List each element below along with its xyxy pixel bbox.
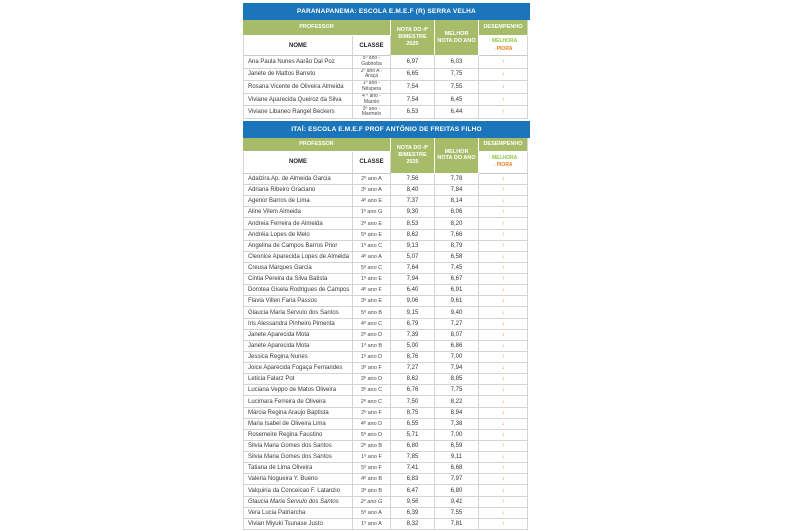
row-nota: 6,80 (391, 441, 435, 452)
row-nota: 6,53 (391, 106, 435, 119)
down-arrow-icon: ↓ (501, 487, 505, 494)
up-arrow-icon: ↑ (501, 187, 505, 194)
row-nome: Iris Alessandra Pinheiro Pimenta (243, 319, 353, 330)
row-classe: 4º ano F (353, 285, 391, 296)
row-nota: 8,40 (391, 185, 435, 196)
row-classe: 4 º ano - Marolo (353, 94, 391, 107)
row-trend (479, 519, 528, 530)
row-nome: Creusa Marques Garcia (243, 263, 353, 274)
melhora-legend (489, 38, 518, 46)
row-melhor: 7,55 (435, 508, 479, 519)
row-nota: 7,39 (391, 330, 435, 341)
table-row (243, 452, 530, 463)
piora-legend (493, 162, 512, 170)
up-arrow-icon: ↑ (501, 220, 505, 227)
row-melhor: 8,07 (435, 330, 479, 341)
row-trend (479, 319, 528, 330)
row-melhor: 6,59 (435, 441, 479, 452)
table-row (243, 396, 530, 407)
row-trend (479, 430, 528, 441)
table-header (243, 138, 530, 174)
row-melhor: 7,66 (435, 230, 479, 241)
row-trend (479, 56, 528, 69)
table-row (243, 285, 530, 296)
row-trend (479, 185, 528, 196)
table-row (243, 106, 530, 119)
up-arrow-icon: ↑ (501, 498, 505, 505)
row-nota: 6,40 (391, 285, 435, 296)
row-melhor: 9,41 (435, 497, 479, 508)
row-nome: Silvia Maria Gomes dos Santos (243, 452, 353, 463)
row-melhor: 7,45 (435, 263, 479, 274)
row-classe: 1º ano B (353, 341, 391, 352)
row-nota: 7,56 (391, 174, 435, 185)
row-trend (479, 363, 528, 374)
row-nome: Jessica Regina Nunes (243, 352, 353, 363)
up-arrow-icon: ↑ (501, 96, 505, 103)
row-nome: Luciana Veppo de Matos Oliveira (243, 385, 353, 396)
table-header (243, 20, 530, 56)
row-classe: 1º ano C (353, 241, 391, 252)
row-nota: 7,94 (391, 274, 435, 285)
row-classe: 3º ano C (353, 385, 391, 396)
row-nota: 7,64 (391, 263, 435, 274)
down-arrow-icon: ↓ (501, 398, 505, 405)
down-arrow-icon: ↓ (501, 387, 505, 394)
row-nota: 9,56 (391, 497, 435, 508)
row-nota: 8,76 (391, 352, 435, 363)
row-nota: 7,54 (391, 81, 435, 94)
row-nota: 7,50 (391, 396, 435, 407)
row-classe: 3º ano - Marmelo (353, 106, 391, 119)
table-row (243, 185, 530, 196)
row-nota: 8,62 (391, 230, 435, 241)
row-classe: 1º ano G (353, 207, 391, 218)
row-trend (479, 441, 528, 452)
row-nota: 6,47 (391, 485, 435, 496)
table-row (243, 263, 530, 274)
row-nome: Agenor Barros de Lima (243, 196, 353, 207)
table-row (243, 341, 530, 352)
table-row (243, 56, 530, 69)
row-trend (479, 408, 528, 419)
row-nota: 7,41 (391, 463, 435, 474)
table-row (243, 385, 530, 396)
row-classe: 4º ano D (353, 419, 391, 430)
row-classe: 5º ano E (353, 230, 391, 241)
row-nome: Valquiria da Conceicao F. Latanzio (243, 485, 353, 496)
down-arrow-icon: ↓ (501, 331, 505, 338)
table-row (243, 474, 530, 485)
down-arrow-icon: ↓ (501, 287, 505, 294)
table-row (243, 274, 530, 285)
school-tables (243, 3, 530, 531)
down-arrow-icon: ↓ (501, 253, 505, 260)
row-nome: Joice Aparecida Fogaça Fernandes (243, 363, 353, 374)
down-arrow-icon: ↓ (501, 409, 505, 416)
row-trend (479, 106, 528, 119)
row-classe: 2º ano C (353, 396, 391, 407)
row-nota: 8,53 (391, 218, 435, 229)
table-row (243, 174, 530, 185)
table-paranapanema (243, 3, 530, 119)
down-arrow-icon: ↓ (493, 45, 496, 51)
table-row (243, 408, 530, 419)
row-classe: 4º ano A (353, 252, 391, 263)
up-arrow-icon: ↑ (501, 276, 505, 283)
row-nome: Flavia Villen Faria Passos (243, 296, 353, 307)
row-melhor: 9,40 (435, 307, 479, 318)
row-melhor: 7,27 (435, 319, 479, 330)
table-title-itai: ITAÍ: ESCOLA E.M.E.F PROF ANTÔNIO DE FREITAS FILHO (243, 121, 530, 138)
row-nota: 8,62 (391, 374, 435, 385)
table-body (243, 174, 530, 530)
row-nome: Valeria Nogueira Y. Bueno (243, 474, 353, 485)
table-row (243, 69, 530, 82)
row-melhor: 7,84 (435, 185, 479, 196)
row-nome: Andréia Lopes de Melo (243, 230, 353, 241)
table-row (243, 207, 530, 218)
up-arrow-icon: ↑ (501, 443, 505, 450)
table-row (243, 441, 530, 452)
row-nome: Leticia Falarz Pot (243, 374, 353, 385)
row-nota: 9,15 (391, 307, 435, 318)
col-header-classe: CLASSE (353, 36, 391, 56)
row-nome: Vivian Miyuki Tsunase Justo (243, 519, 353, 530)
row-trend (479, 263, 528, 274)
row-nome: Cleonice Aparecida Lopes de Almeida (243, 252, 353, 263)
up-arrow-icon: ↑ (501, 354, 505, 361)
row-nota: 6,39 (391, 508, 435, 519)
row-nome: Silvia Maria Gomes dos Santos (243, 441, 353, 452)
up-arrow-icon: ↑ (501, 109, 505, 116)
row-melhor: 9,11 (435, 452, 479, 463)
row-melhor: 8,14 (435, 196, 479, 207)
row-nota: 8,75 (391, 408, 435, 419)
row-trend (479, 452, 528, 463)
table-row (243, 230, 530, 241)
table-row (243, 330, 530, 341)
row-classe: 5º ano C (353, 263, 391, 274)
row-trend (479, 463, 528, 474)
row-trend (479, 508, 528, 519)
row-classe: 3º ano D (353, 374, 391, 385)
row-trend (479, 174, 528, 185)
down-arrow-icon: ↓ (501, 509, 505, 516)
row-trend (479, 94, 528, 107)
row-classe: 4º ano E (353, 196, 391, 207)
down-arrow-icon: ↓ (501, 320, 505, 327)
row-melhor: 7,38 (435, 419, 479, 430)
row-nota: 7,37 (391, 196, 435, 207)
table-row (243, 508, 530, 519)
row-nome: Glaucia Maria Servulo dos Santos (243, 497, 353, 508)
row-melhor: 8,22 (435, 396, 479, 407)
col-header-classe: CLASSE (353, 152, 391, 174)
row-nome: Tatiana de Lima Oliveira (243, 463, 353, 474)
table-row (243, 241, 530, 252)
row-classe: 2º ano G (353, 497, 391, 508)
row-nota: 9,06 (391, 296, 435, 307)
up-arrow-icon: ↑ (501, 242, 505, 249)
row-melhor: 6,68 (435, 463, 479, 474)
row-nota: 6,76 (391, 385, 435, 396)
row-nota: 9,30 (391, 207, 435, 218)
row-melhor: 6,86 (435, 341, 479, 352)
melhora-legend (489, 155, 518, 163)
down-arrow-icon: ↓ (501, 176, 505, 183)
piora-label: PIORA (496, 45, 513, 52)
row-classe: 2º ano D (353, 330, 391, 341)
row-trend (479, 69, 528, 82)
piora-legend (493, 46, 512, 54)
row-melhor: 8,20 (435, 218, 479, 229)
table-row (243, 307, 530, 318)
table-row (243, 296, 530, 307)
row-nome: Rosana Vicente de Oliveira Almeida (243, 81, 353, 94)
row-nome: Janete de Mattos Barreto (243, 69, 353, 82)
row-melhor: 7,75 (435, 69, 479, 82)
col-header-melhor-nota: MELHOR NOTA DO ANO (435, 20, 479, 56)
table-body (243, 56, 530, 119)
row-nome: Rosemeire Regina Faustino (243, 430, 353, 441)
down-arrow-icon: ↓ (501, 83, 505, 90)
row-classe: 5º ano D (353, 430, 391, 441)
row-classe: 5º ano A (353, 508, 391, 519)
row-melhor: 6,45 (435, 94, 479, 107)
row-classe: 1º ano - Nêspera (353, 81, 391, 94)
col-header-nota-bimestre: NOTA DO 4º BIMESTRE 2025 (391, 20, 435, 56)
down-arrow-icon: ↓ (501, 454, 505, 461)
row-classe: 3º ano F (353, 363, 391, 374)
desempenho-legend (479, 152, 528, 174)
col-header-nome: NOME (243, 152, 353, 174)
col-header-desempenho: DESEMPENHO (479, 20, 528, 36)
up-arrow-icon: ↑ (501, 520, 505, 527)
row-melhor: 8,85 (435, 374, 479, 385)
up-arrow-icon: ↑ (501, 231, 505, 238)
row-trend (479, 307, 528, 318)
down-arrow-icon: ↓ (501, 309, 505, 316)
table-row (243, 497, 530, 508)
row-melhor: 6,67 (435, 274, 479, 285)
row-classe: 2º ano B (353, 441, 391, 452)
row-nome: Ana Paula Nunes Aarão Dal Poz (243, 56, 353, 69)
table-row (243, 319, 530, 330)
row-classe: 2º ano F (353, 408, 391, 419)
table-row (243, 81, 530, 94)
row-trend (479, 352, 528, 363)
down-arrow-icon: ↓ (493, 162, 496, 168)
row-nome: Aline Vilem Almeida (243, 207, 353, 218)
row-melhor: 9,61 (435, 296, 479, 307)
row-classe: 3º ano B (353, 485, 391, 496)
row-nota: 7,85 (391, 452, 435, 463)
row-melhor: 7,00 (435, 352, 479, 363)
table-row (243, 218, 530, 229)
piora-label: PIORA (496, 162, 513, 169)
row-nome: Dorotea Gisela Rodrigues de Campos (243, 285, 353, 296)
down-arrow-icon: ↓ (501, 365, 505, 372)
table-row (243, 94, 530, 107)
row-melhor: 8,06 (435, 207, 479, 218)
row-nota: 8,32 (391, 519, 435, 530)
row-classe: 1º ano E (353, 274, 391, 285)
table-row (243, 485, 530, 496)
down-arrow-icon: ↓ (501, 198, 505, 205)
row-classe: 1º ano D (353, 352, 391, 363)
table-title-paranapanema: PARANAPANEMA: ESCOLA E.M.E.F (R) SERRA VELHA (243, 3, 530, 20)
table-row (243, 352, 530, 363)
row-trend (479, 196, 528, 207)
row-classe: 4º ano B (353, 474, 391, 485)
row-trend (479, 474, 528, 485)
row-trend (479, 285, 528, 296)
row-melhor: 8,94 (435, 408, 479, 419)
row-nome: Janete Aparecida Mota (243, 341, 353, 352)
row-trend (479, 485, 528, 496)
down-arrow-icon: ↓ (501, 476, 505, 483)
row-nome: Viviane Aparecida Queiroz da Silva (243, 94, 353, 107)
row-melhor: 6,58 (435, 252, 479, 263)
row-trend (479, 330, 528, 341)
table-row (243, 430, 530, 441)
row-nota: 6,97 (391, 56, 435, 69)
row-classe: 2º ano A (353, 174, 391, 185)
row-trend (479, 274, 528, 285)
row-trend (479, 396, 528, 407)
row-nome: Andreia Ferreira de Almeida (243, 218, 353, 229)
melhora-label: MELHORA (491, 38, 518, 44)
table-row (243, 519, 530, 530)
row-melhor: 7,97 (435, 474, 479, 485)
row-melhor: 6,44 (435, 106, 479, 119)
row-nota: 6,83 (391, 474, 435, 485)
row-nome: Maria Isabel de Oliveira Lima (243, 419, 353, 430)
row-trend (479, 252, 528, 263)
table-row (243, 463, 530, 474)
row-nota: 5,71 (391, 430, 435, 441)
row-melhor: 6,91 (435, 285, 479, 296)
row-trend (479, 81, 528, 94)
col-header-melhor-nota: MELHOR NOTA DO ANO (435, 138, 479, 174)
col-header-desempenho: DESEMPENHO (479, 138, 528, 152)
row-nota: 6,65 (391, 69, 435, 82)
row-nome: Adalzira Ap. de Almeida Garcia (243, 174, 353, 185)
row-trend (479, 341, 528, 352)
table-row (243, 363, 530, 374)
row-classe: 5º ano - Gabiroba (353, 56, 391, 69)
row-melhor: 7,81 (435, 519, 479, 530)
row-classe: 2º ano A - Araçá (353, 69, 391, 82)
col-header-nome: NOME (243, 36, 353, 56)
row-classe: 3º ano E (353, 296, 391, 307)
row-trend (479, 218, 528, 229)
row-trend (479, 207, 528, 218)
row-melhor: 8,79 (435, 241, 479, 252)
row-classe: 5º ano F (353, 463, 391, 474)
row-nota: 6,79 (391, 319, 435, 330)
row-nome: Viviane Libaneo Rangel Beckers (243, 106, 353, 119)
row-trend (479, 296, 528, 307)
down-arrow-icon: ↓ (501, 298, 505, 305)
row-classe: 4º ano C (353, 319, 391, 330)
row-melhor: 6,80 (435, 485, 479, 496)
row-melhor: 7,78 (435, 174, 479, 185)
up-arrow-icon: ↑ (501, 465, 505, 472)
table-row (243, 196, 530, 207)
row-melhor: 6,03 (435, 56, 479, 69)
col-header-nota-bimestre: NOTA DO 4º BIMESTRE 2025 (391, 138, 435, 174)
table-itai (243, 121, 530, 530)
row-melhor: 7,75 (435, 385, 479, 396)
row-nome: Janete Aparecida Mota (243, 330, 353, 341)
up-arrow-icon: ↑ (501, 265, 505, 272)
row-classe: 1º ano F (353, 452, 391, 463)
row-nota: 7,27 (391, 363, 435, 374)
up-arrow-icon: ↑ (501, 209, 505, 216)
table-row (243, 419, 530, 430)
row-nota: 5,00 (391, 341, 435, 352)
row-nota: 5,07 (391, 252, 435, 263)
col-header-professor: PROFESSOR (243, 20, 391, 36)
row-nota: 9,13 (391, 241, 435, 252)
down-arrow-icon: ↓ (501, 420, 505, 427)
down-arrow-icon: ↓ (501, 342, 505, 349)
row-classe: 1º ano A (353, 519, 391, 530)
down-arrow-icon: ↓ (501, 376, 505, 383)
up-arrow-icon: ↑ (488, 38, 491, 43)
row-trend (479, 497, 528, 508)
row-classe: 5º ano B (353, 307, 391, 318)
up-arrow-icon: ↑ (501, 58, 505, 65)
row-nome: Glaucia Maria Servulo dos Santos (243, 307, 353, 318)
row-classe: 2º ano E (353, 218, 391, 229)
row-classe: 3º ano A (353, 185, 391, 196)
row-nome: Cintia Pereira da Silva Batista (243, 274, 353, 285)
down-arrow-icon: ↓ (501, 71, 505, 78)
row-trend (479, 241, 528, 252)
row-nota: 6,55 (391, 419, 435, 430)
row-trend (479, 385, 528, 396)
row-melhor: 7,55 (435, 81, 479, 94)
table-row (243, 252, 530, 263)
row-nome: Vera Lucia Patriarcha (243, 508, 353, 519)
row-trend (479, 374, 528, 385)
down-arrow-icon: ↓ (501, 431, 505, 438)
desempenho-legend (479, 36, 528, 56)
row-melhor: 7,00 (435, 430, 479, 441)
melhora-label: MELHORA (491, 154, 518, 161)
col-header-professor: PROFESSOR (243, 138, 391, 152)
up-arrow-icon: ↑ (488, 154, 491, 160)
row-nome: Lucimara Ferreira de Oliveira (243, 396, 353, 407)
row-trend (479, 230, 528, 241)
table-row (243, 374, 530, 385)
row-melhor: 7,94 (435, 363, 479, 374)
row-trend (479, 419, 528, 430)
row-nome: Angelina de Campos Barros Prior (243, 241, 353, 252)
row-nome: Adriana Ribeiro Graciano (243, 185, 353, 196)
row-nota: 7,54 (391, 94, 435, 107)
row-nome: Márcia Regina Araujo Baptista (243, 408, 353, 419)
